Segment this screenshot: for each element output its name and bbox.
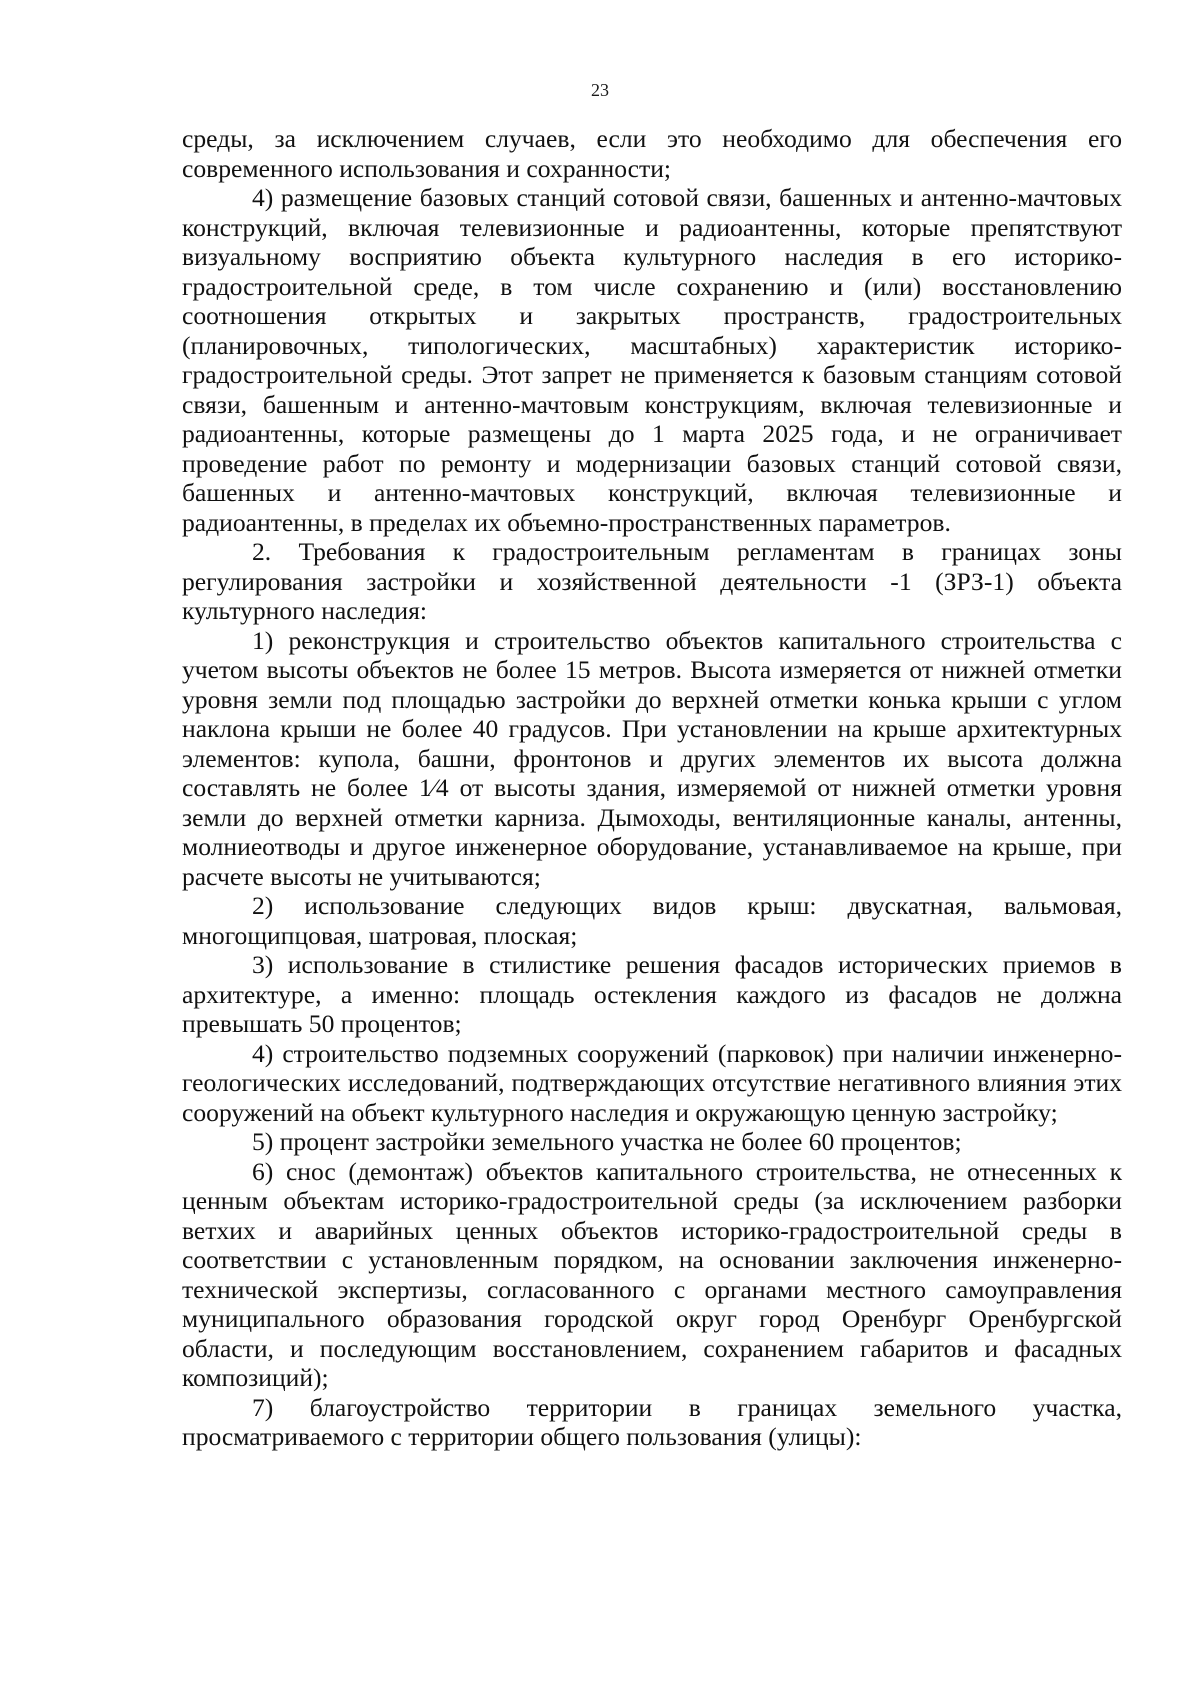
paragraph-item-4-cell-towers: 4) размещение базовых станций сотовой связи, башенных и антенно-мачтовых конструкций, включая телевизионные и радиоантенны, которые препятствуют визуальному восприятию объекта культурного наследия в его историко-градостроительной среде, в том числе сохранению и (или) восстановлению соотношения открытых и закрытых пространств, градостроительных (планировочных, типологических, масштабных) характеристик историко-градостроительной среды. Этот запрет не применяется к базовым станциям сотовой связи, башенным и антенно-мачтовым конструкциям, включая телевизионные и радиоантенны, которые размещены до 1 марта 2025 года, и не ограничивает проведение работ по ремонту и модернизации базовых станций сотовой связи, башенных и антенно-мачтовых конструкций, включая телевизионные и радиоантенны, в пределах их объемно-пространственных параметров. — [182, 183, 1122, 537]
paragraph-item-4-underground: 4) строительство подземных сооружений (парковок) при наличии инженерно-геологических исследований, подтверждающих отсутствие негативного влияния этих сооружений на объект культурного наследия и окружающую ценную застройку; — [182, 1038, 1122, 1127]
paragraph-continuation: среды, за исключением случаев, если это необходимо для обеспечения его современного использования и сохранности; — [182, 124, 1122, 183]
paragraph-item-2-roofs: 2) использование следующих видов крыш: двускатная, вальмовая, многощипцовая, шатровая, плоская; — [182, 891, 1122, 950]
paragraph-section-2-requirements: 2. Требования к градостроительным регламентам в границах зоны регулирования застройки и хозяйственной деятельности -1 (ЗРЗ-1) объекта культурного наследия: — [182, 537, 1122, 625]
paragraph-item-6-demolition: 6) снос (демонтаж) объектов капитального строительства, не отнесенных к ценным объектам историко-градостроительной среды (за исключением разборки ветхих и аварийных ценных объектов историко-градостроительной среды в соответствии с установленным порядком, на основании заключения инженерно-технической экспертизы, согласованного с органами местного самоуправления муниципального образования городской округ город Оренбург Оренбургской области, и последующим восстановлением, сохранением габаритов и фасадных композиций); — [182, 1156, 1122, 1392]
page-number: 23 — [591, 80, 609, 100]
paragraph-item-7-landscaping: 7) благоустройство территории в границах земельного участка, просматриваемого с территории общего пользования (улицы): — [182, 1392, 1122, 1451]
paragraph-item-3-facades: 3) использование в стилистике решения фасадов исторических приемов в архитектуре, а именно: площадь остекления каждого из фасадов не должна превышать 50 процентов; — [182, 950, 1122, 1038]
document-body — [182, 124, 1122, 1452]
paragraph-item-5-coverage: 5) процент застройки земельного участка не более 60 процентов; — [252, 1127, 962, 1156]
paragraph-item-1-height: 1) реконструкция и строительство объектов капитального строительства с учетом высоты объектов не более 15 метров. Высота измеряется от нижней отметки уровня земли под площадью застройки до верхней отметки конька крыши с углом наклона крыши не более 40 градусов. При установлении на крыше архитектурных элементов: купола, башни, фронтонов и других элементов их высота должна составлять не более 1⁄4 от высоты здания, измеряемой от нижней отметки уровня земли до верхней отметки карниза. Дымоходы, вентиляционные каналы, антенны, молниеотводы и другое инженерное оборудование, устанавливаемое на крыше, при расчете высоты не учитываются; — [182, 625, 1122, 891]
